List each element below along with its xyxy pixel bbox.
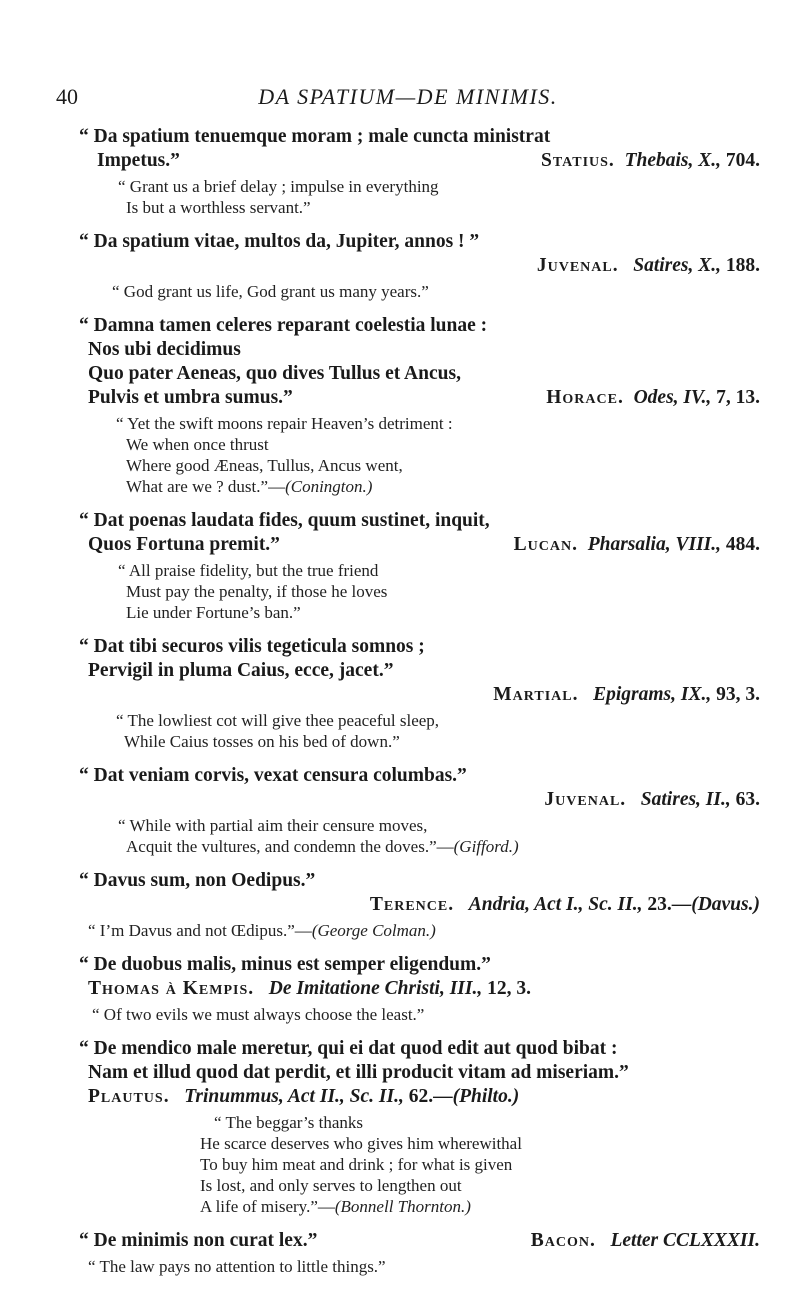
translator-credit: (Conington.) (285, 477, 373, 496)
latin-text: “ Dat veniam corvis, vexat censura columbas.” (79, 765, 467, 786)
page-number: 40 (56, 84, 78, 109)
latin-text: “ Damna tamen celeres reparant coelestia lunae : Nos ubi decidimus Quo pater Aeneas, quo dives Tullus et Ancus, (79, 315, 488, 384)
latin-line: Impetus.” (97, 150, 180, 171)
quotation-entry (79, 1229, 760, 1277)
citation: Terence. Andria, Act I., Sc. II., 23.—(Davus.) (369, 894, 760, 915)
translator-credit: (Bonnell Thornton.) (334, 1197, 471, 1216)
latin-line: Pulvis et umbra sumus.” (88, 387, 293, 408)
citation: Statius. Thebais, X., 704. (541, 150, 760, 171)
citation: Martial. Epigrams, IX., 93, 3. (493, 684, 760, 705)
latin-text: “ De duobus malis, minus est semper eligendum.” (79, 954, 491, 975)
translation: “ The beggar’s thanks He scarce deserves who gives him wherewithal To buy him meat and drink ; for what is given Is lost, and only serves to lengthen out A life of misery.”—(Bonnell Thornton.) (200, 1113, 522, 1216)
citation: Horace. Odes, IV., 7, 13. (546, 387, 760, 408)
translation: “ I’m Davus and not Œdipus.”—(George Colman.) (88, 921, 436, 940)
translator-credit: (Gifford.) (453, 837, 519, 856)
citation: Juvenal. Satires, X., 188. (536, 255, 760, 276)
translation: “ The lowliest cot will give thee peaceful sleep, While Caius tosses on his bed of down.” (116, 711, 440, 751)
latin-line: “ De minimis non curat lex.” (79, 1230, 318, 1251)
citation: Thomas à Kempis. De Imitatione Christi, III., 12, 3. (88, 978, 531, 999)
citation: Bacon. Letter CCLXXXII. (530, 1230, 760, 1251)
translation: “ The law pays no attention to little things.” (88, 1257, 386, 1276)
translation: “ Grant us a brief delay ; impulse in everything Is but a worthless servant.” (118, 177, 439, 217)
quotation-entry (79, 230, 760, 302)
translator-credit: (George Colman.) (311, 921, 436, 940)
citation: Lucan. Pharsalia, VIII., 484. (513, 534, 760, 555)
quotation-entry (79, 764, 760, 857)
translation: “ God grant us life, God grant us many years.” (112, 282, 429, 301)
citation: Plautus. Trinummus, Act II., Sc. II., 62.—(Philto.) (88, 1086, 520, 1107)
quotation-entry (79, 953, 760, 1025)
page-header (56, 84, 760, 114)
translation: “ Of two evils we must always choose the least.” (92, 1005, 425, 1024)
quotation-entry (79, 314, 760, 497)
quotations (79, 125, 760, 1289)
quotation-entry (79, 635, 760, 752)
citation: Juvenal. Satires, II., 63. (544, 789, 760, 810)
translation: “ All praise fidelity, but the true friend Must pay the penalty, if those he loves Lie under Fortune’s ban.” (118, 561, 388, 622)
latin-text: “ Da spatium vitae, multos da, Jupiter, annos ! ” (79, 231, 480, 252)
quotation-entry (79, 1037, 760, 1217)
quotation-entry (79, 869, 760, 941)
running-head: DA SPATIUM—DE MINIMIS. (258, 84, 558, 109)
latin-text: “ Dat tibi securos vilis tegeticula somnos ; Pervigil in pluma Caius, ecce, jacet.” (79, 636, 425, 681)
latin-text: “ Dat poenas laudata fides, quum sustinet, inquit, (79, 510, 490, 531)
latin-line: Quos Fortuna premit.” (88, 534, 280, 555)
latin-text: “ Da spatium tenuemque moram ; male cuncta ministrat (79, 126, 551, 147)
translation: “ Yet the swift moons repair Heaven’s detriment : We when once thrust Where good Æneas, Tullus, Ancus went, What are we ? dust.”—(Conington.) (116, 414, 453, 496)
quotation-entry (79, 125, 760, 218)
latin-text: “ Davus sum, non Oedipus.” (79, 870, 316, 891)
latin-text: “ De mendico male meretur, qui ei dat quod edit aut quod bibat : Nam et illud quod dat perdit, et illi producit vitam ad miseriam.” (79, 1038, 629, 1083)
translation: “ While with partial aim their censure moves, Acquit the vultures, and condemn the doves.”—(Gifford.) (118, 816, 519, 856)
quotation-entry (79, 509, 760, 623)
